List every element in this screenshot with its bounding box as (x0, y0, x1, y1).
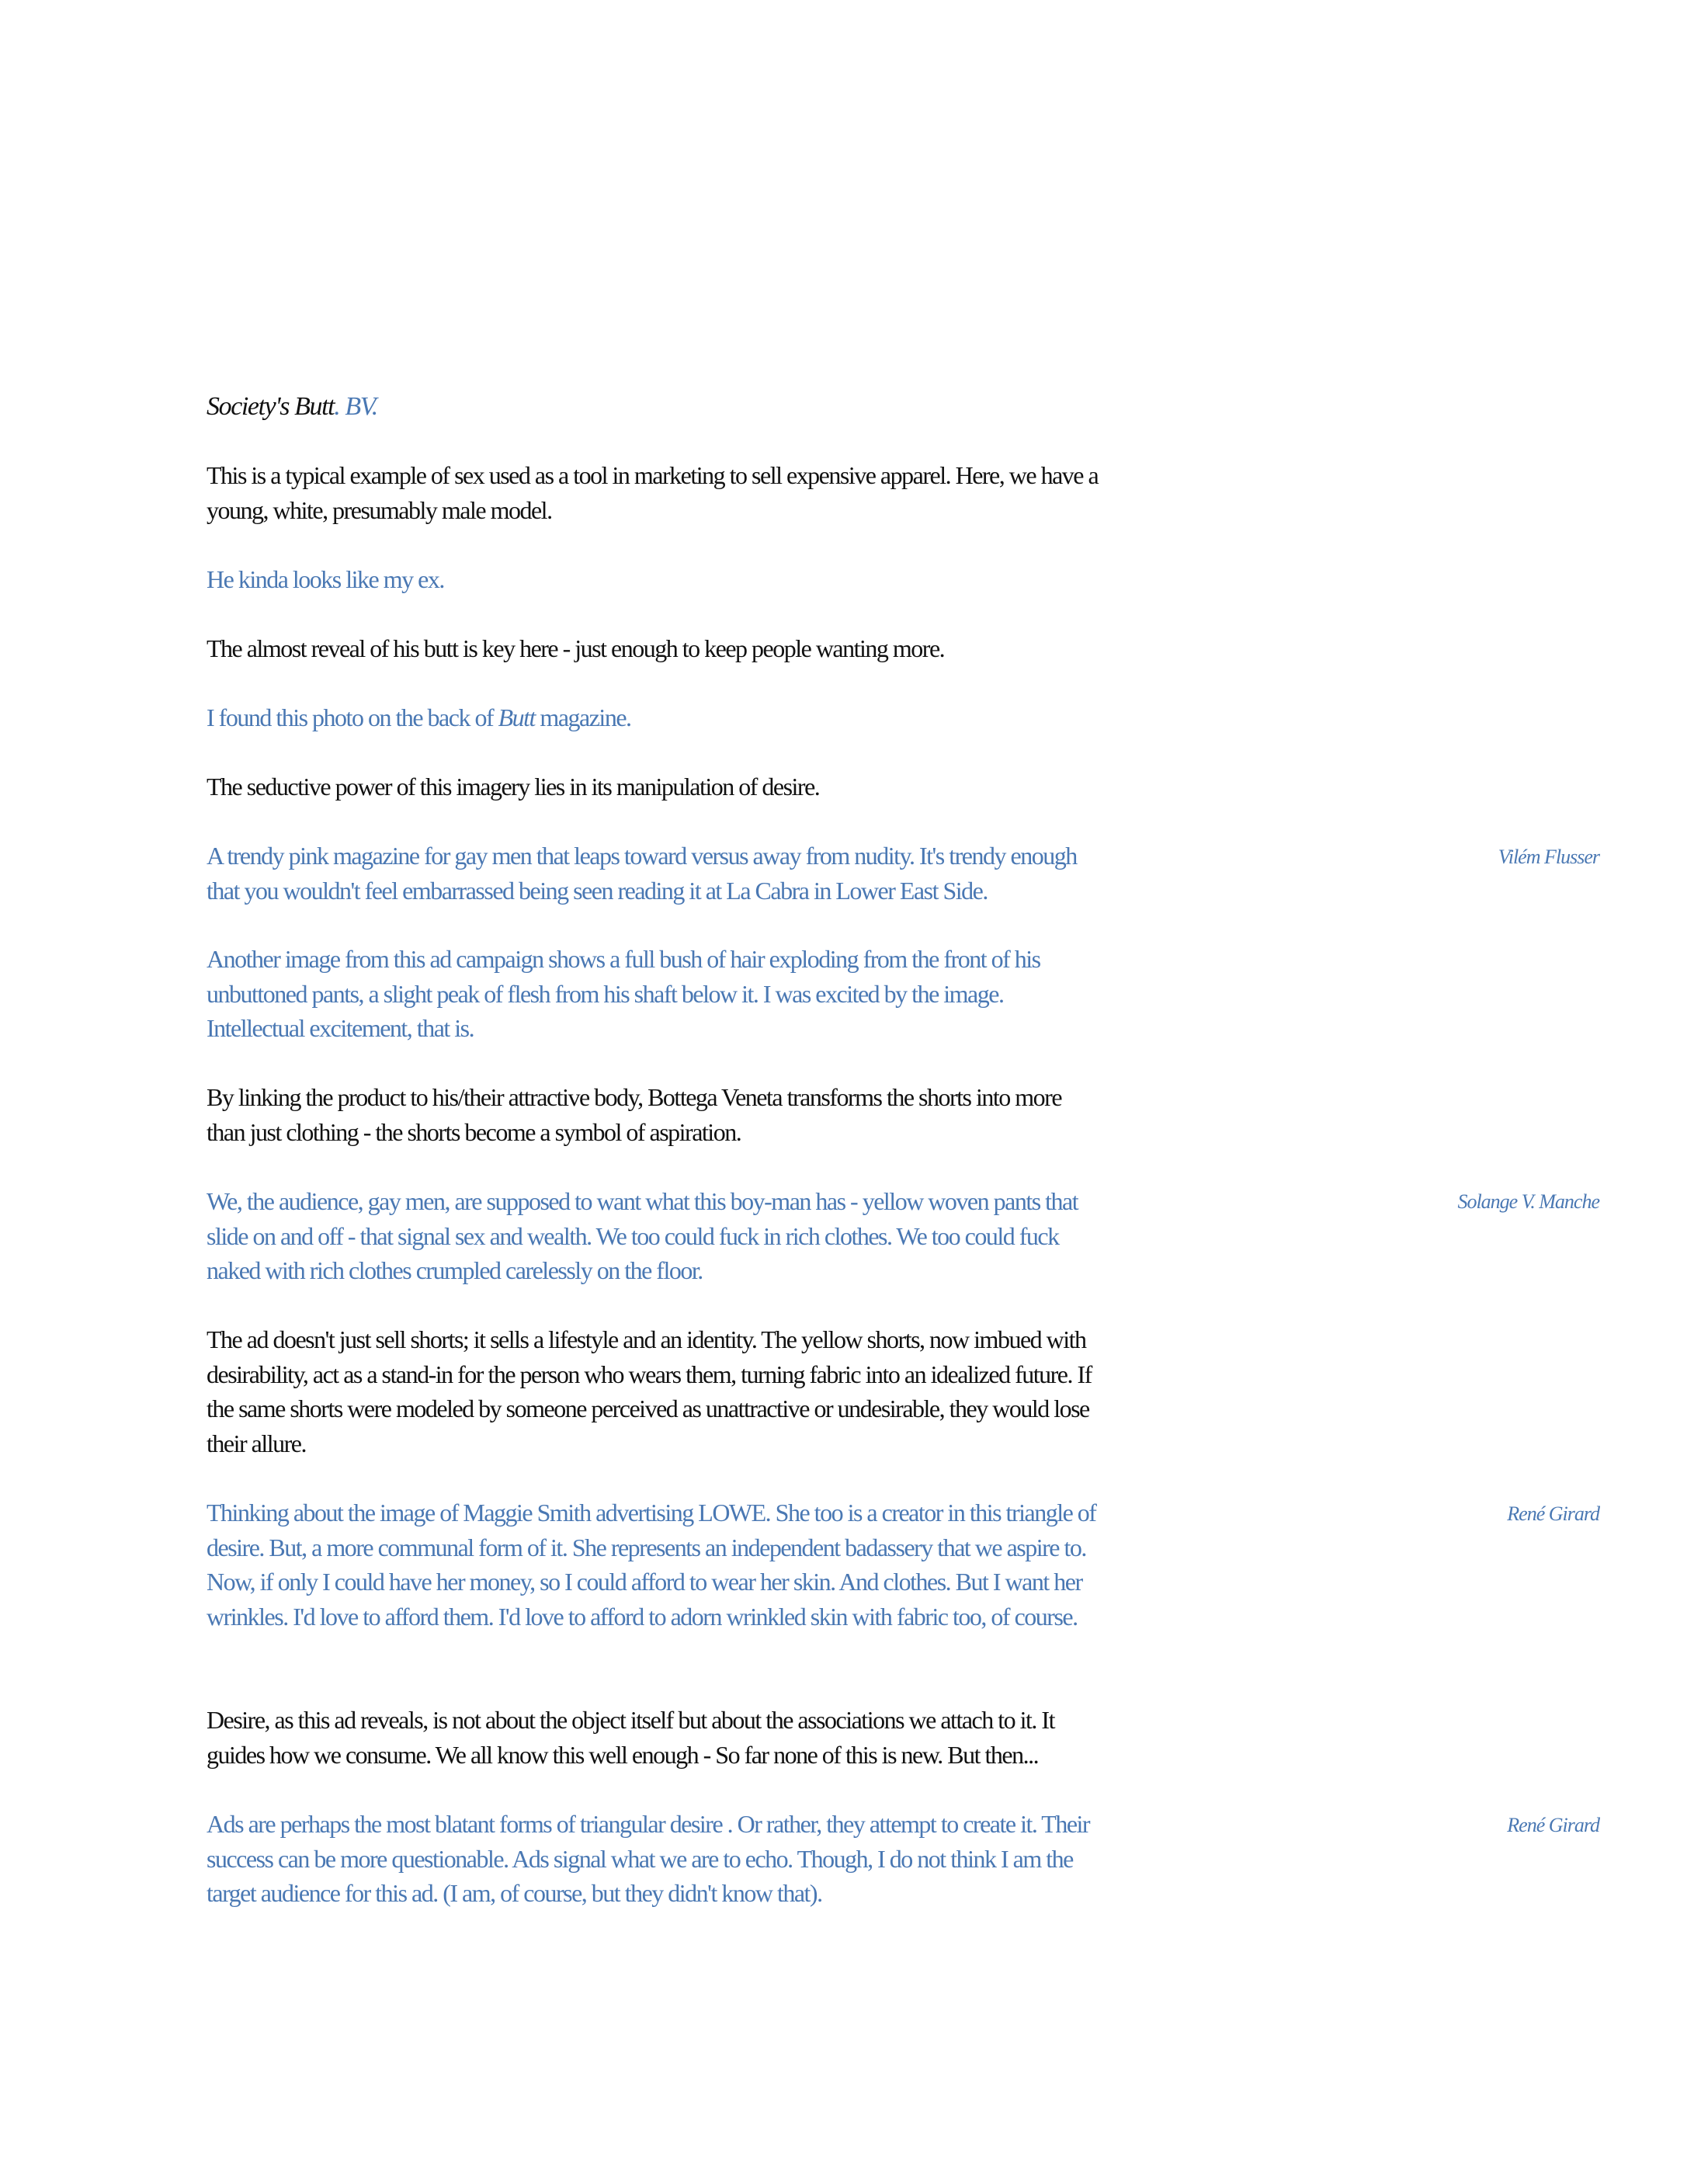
paragraph-5: The seductive power of this imagery lies in its manipulation of desire. (207, 773, 820, 801)
magazine-name: Butt (498, 703, 535, 731)
document-title (207, 390, 377, 424)
paragraph-7: Another image from this ad campaign shows a full bush of hair exploding from the front of his unbuttoned pants, a slight peak of flesh from his shaft below it. I was excited by the image. Intellectual excitement, that is. (207, 945, 1040, 1042)
title-main: Society's Butt (207, 392, 335, 421)
paragraph-4 (207, 700, 1099, 735)
margin-note-manche: Solange V. Manche (1457, 1190, 1599, 1213)
paragraph-13: Ads are perhaps the most blatant forms of triangular desire . Or rather, they attempt to create it. Their success can be more questionable. Ads signal what we are to echo. Though, I do not think I am the target audience for this ad. (I am, of course, but they didn't know that). (207, 1810, 1090, 1907)
title-suffix: . BV. (334, 392, 377, 421)
paragraph-3: The almost reveal of his butt is key here - just enough to keep people wanting more. (207, 634, 945, 662)
paragraph-8: By linking the product to his/their attractive body, Bottega Veneta transforms the shorts into more than just clothing - the shorts become a symbol of aspiration. (207, 1083, 1062, 1146)
paragraph-12: Desire, as this ad reveals, is not about the object itself but about the associations we attach to it. It guides how we consume. We all know this well enough - So far none of this is new. But then... (207, 1706, 1054, 1769)
paragraph-2: He kinda looks like my ex. (207, 565, 444, 593)
margin-note-girard-2: René Girard (1507, 1814, 1599, 1836)
paragraph-10: The ad doesn't just sell shorts; it sells a lifestyle and an identity. The yellow shorts, now imbued with desirability, act as a stand-in for the person who wears them, turning fabric into an idealized future. If the same shorts were modeled by someone perceived as unattractive or undesirable, they would lose their allure. (207, 1325, 1092, 1457)
paragraph-6: A trendy pink magazine for gay men that leaps toward versus away from nudity. It's trendy enough that you wouldn't feel embarrassed being seen reading it at La Cabra in Lower East Side. (207, 842, 1077, 905)
paragraph-4-before: I found this photo on the back of (207, 703, 498, 731)
paragraph-4-after: magazine. (534, 703, 631, 731)
paragraph-11: Thinking about the image of Maggie Smith advertising LOWE. She too is a creator in this triangle of desire. But, a more communal form of it. She represents an independent badassery that we aspire to. Now, if only I could have her money, so I could afford to wear her skin. And clothes. But I want her wrinkles. I'd love to afford them. I'd love to afford to adorn wrinkled skin with fabric too, of course. (207, 1499, 1096, 1631)
margin-note-girard-1: René Girard (1507, 1502, 1599, 1525)
paragraph-9: We, the audience, gay men, are supposed to want what this boy-man has - yellow woven pants that slide on and off - that signal sex and wealth. We too could fuck in rich clothes. We too could fuck naked with rich clothes crumpled carelessly on the floor. (207, 1187, 1078, 1284)
margin-note-flusser: Vilém Flusser (1498, 846, 1599, 868)
paragraph-1: This is a typical example of sex used as a tool in marketing to sell expensive apparel. Here, we have a young, white, presumably male model. (207, 461, 1099, 524)
